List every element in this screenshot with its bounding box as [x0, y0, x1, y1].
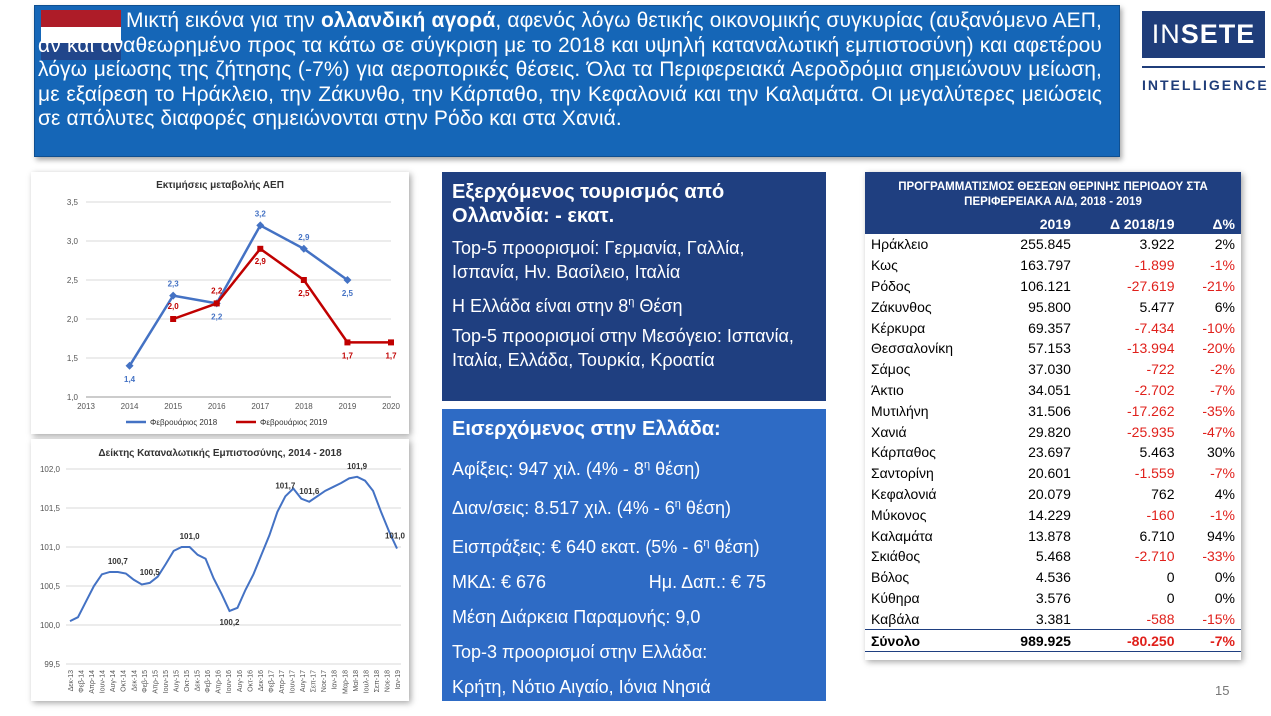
seats-2019-cell: 3.576	[1035, 589, 1071, 606]
x-tick-label: Αυγ-15	[173, 670, 181, 693]
page-number: 15	[1215, 683, 1230, 698]
pct-cell: -15%	[1202, 610, 1235, 627]
diff-cell: -1.559	[1134, 465, 1175, 482]
data-label: 100,2	[219, 617, 240, 627]
outbound-top5: Top-5 προορισμοί: Γερμανία, Γαλλία, Ισπανία, Ην. Βασίλειο, Ιταλία	[452, 238, 745, 282]
x-tick-label: Αυγ-17	[300, 670, 308, 693]
pct-cell: 0%	[1214, 589, 1235, 606]
airport-cell: Ηράκλειο	[871, 236, 929, 253]
series-line	[173, 249, 391, 343]
diff-cell: -13.994	[1127, 340, 1175, 357]
x-tick-label: Σεπ-18	[373, 670, 381, 693]
data-label: 100,5	[139, 567, 160, 577]
arrivals-pre: Αφίξεις: 947 χιλ. (4% - 8	[452, 459, 644, 479]
seats-2019-cell: 13.878	[1028, 527, 1071, 544]
x-tick-label: 2019	[338, 402, 357, 411]
table-row	[865, 296, 1241, 317]
seats-2019-cell: 106.121	[1020, 277, 1071, 294]
table-row	[865, 504, 1241, 525]
data-point	[301, 277, 307, 283]
x-tick-label: Φεβ-14	[78, 670, 86, 693]
data-point	[257, 246, 263, 252]
diff-cell: -722	[1146, 361, 1175, 378]
x-tick-label: Απρ-14	[89, 670, 97, 694]
x-tick-label: Μαϊ-18	[352, 670, 360, 692]
table-row	[865, 442, 1241, 463]
y-tick-label: 100,0	[39, 621, 60, 630]
y-tick-label: 100,5	[39, 582, 60, 591]
y-tick-label: 101,0	[39, 543, 60, 552]
pct-cell: -2%	[1210, 361, 1235, 378]
series-line	[70, 477, 397, 621]
inbound-mkd: ΜΚΔ: € 676	[452, 572, 547, 592]
table-row	[865, 317, 1241, 338]
airport-cell: Καβάλα	[871, 610, 920, 627]
pct-cell: -1%	[1210, 506, 1235, 523]
x-tick-label: Ιουν-16	[226, 670, 234, 694]
diff-cell: 3.922	[1139, 236, 1175, 253]
pct-cell: 30%	[1206, 444, 1235, 461]
nights-post: θέση)	[680, 498, 732, 518]
diff-cell: 0	[1166, 589, 1175, 606]
x-tick-label: 2017	[251, 402, 270, 411]
inbound-receipts	[452, 531, 816, 559]
y-tick-label: 3,5	[66, 198, 78, 207]
gdp-chart	[31, 172, 409, 434]
logo-part1: IN	[1151, 19, 1181, 49]
y-tick-label: 2,5	[66, 276, 78, 285]
outbound-greece-rank	[452, 290, 816, 318]
seats-2019-cell: 255.845	[1020, 236, 1071, 253]
inbound-arrivals	[452, 453, 816, 481]
airport-cell: Σκιάθος	[871, 548, 921, 565]
pct-cell: -10%	[1202, 319, 1235, 336]
x-tick-label: Δεκ-13	[68, 670, 75, 692]
nights-pre: Διαν/σεις: 8.517 χιλ. (4% - 6	[452, 498, 675, 518]
x-tick-label: Οκτ-16	[247, 670, 255, 692]
diff-cell: -588	[1146, 610, 1175, 627]
table-row	[865, 359, 1241, 380]
data-label: 2,0	[167, 302, 179, 311]
airport-cell: Ζάκυνθος	[871, 298, 932, 315]
table-row	[865, 608, 1241, 629]
pct-cell: 4%	[1214, 485, 1235, 502]
y-tick-label: 99,5	[44, 660, 60, 669]
arrivals-post: θέση)	[650, 459, 701, 479]
chart-title: Δείκτης Καταναλωτικής Εμπιστοσύνης, 2014 - 2018	[98, 448, 342, 459]
table-row	[865, 400, 1241, 421]
outbound-rank-sup: η	[628, 296, 635, 308]
airport-cell: Κέρκυρα	[871, 319, 926, 336]
banner-text	[38, 9, 1102, 132]
data-label: 3,2	[254, 209, 266, 219]
table-row	[865, 567, 1241, 588]
x-tick-label: Σεπ-17	[310, 670, 318, 693]
seats-2019-cell: 29.820	[1028, 423, 1071, 440]
x-tick-label: Αυγ-16	[236, 670, 244, 693]
receipts-pre: Εισπράξεις: € 640 εκατ. (5% - 6	[452, 537, 704, 557]
data-point	[170, 316, 176, 322]
data-label: 101,9	[347, 461, 368, 471]
seats-2019-cell: 69.357	[1028, 319, 1071, 336]
x-tick-label: Οκτ-14	[120, 670, 128, 692]
x-tick-label: Ιαν-19	[395, 670, 402, 690]
chart-title: Εκτιμήσεις μεταβολής ΑΕΠ	[156, 180, 284, 191]
pct-cell: -35%	[1202, 402, 1235, 419]
diff-cell: 5.463	[1139, 444, 1175, 461]
banner-text-post: , αφενός λόγω θετικής οικονομικής συγκυρίας (αυξανόμενο ΑΕΠ, αν και αναθεωρημένο προς τα κάτω σε σύγκριση με το 2018 και υψηλή καταναλωτική εμπιστοσύνη) και αφετέρου λόγω μείωσης της ζήτησης (-7%) για αεροπορικές θέσεις. Όλα τα Περιφερειακά Αεροδρόμια σημειώνουν μείωση, με εξαίρεση το Ηράκλειο, την Ζάκυνθο, την Κάρπαθο, την Κεφαλονιά και την Καλαμάτα. Οι μεγαλύτερες μειώσεις σε απόλυτες διαφορές σημειώνονται στην Ρόδο και στα Χανιά.	[38, 9, 1102, 130]
seats-2019-cell: 31.506	[1028, 402, 1071, 419]
nights-sup: η	[674, 498, 681, 510]
x-tick-label: Δεκ-14	[131, 670, 139, 692]
x-tick-label: Φεβ-15	[141, 670, 149, 693]
seats-2019-cell: 34.051	[1028, 381, 1071, 398]
x-tick-label: Ιαν-18	[331, 670, 339, 690]
y-tick-label: 3,0	[66, 237, 78, 246]
airport-cell: Καλαμάτα	[871, 527, 933, 544]
table-total-row	[865, 630, 1241, 652]
insete-logo	[1142, 11, 1265, 58]
inbound-top3: Κρήτη, Νότιο Αιγαίο, Ιόνια Νησιά	[452, 677, 711, 697]
x-tick-label: Απρ-16	[215, 670, 223, 694]
diff-cell: -2.702	[1134, 381, 1175, 398]
seats-2019-cell: 3.381	[1035, 610, 1071, 627]
seat-capacity-table-panel	[865, 172, 1241, 660]
x-tick-label: Αυγ-14	[110, 670, 118, 693]
pct-cell: -1%	[1210, 257, 1235, 274]
seats-2019-cell: 20.079	[1028, 485, 1071, 502]
airport-cell: Κύθηρα	[871, 589, 920, 606]
airport-cell: Άκτιο	[871, 381, 904, 398]
pct-cell: -20%	[1202, 340, 1235, 357]
pct-cell: -7%	[1181, 630, 1242, 652]
data-label: 101,6	[299, 486, 320, 496]
data-label: 2,2	[211, 286, 223, 296]
airport-cell: Κεφαλονιά	[871, 485, 937, 502]
diff-cell: -25.935	[1127, 423, 1175, 440]
table-header-airport	[865, 213, 992, 234]
outbound-rank-post: Θέση	[634, 296, 683, 316]
table-row	[865, 380, 1241, 401]
x-tick-label: Νοε-17	[321, 670, 329, 693]
banner-text-bold: ολλανδική αγορά	[320, 9, 496, 32]
airport-cell: Κως	[871, 257, 898, 274]
pct-cell: -47%	[1202, 423, 1235, 440]
pct-cell: -33%	[1202, 548, 1235, 565]
airport-cell: Σαντορίνη	[871, 465, 934, 482]
outbound-med-top5: Top-5 προορισμοί στην Μεσόγειο: Ισπανία, Ιταλία, Ελλάδα, Τουρκία, Κροατία	[452, 326, 794, 370]
x-tick-label: Απρ-15	[152, 670, 160, 694]
data-label: 100,7	[107, 556, 128, 566]
x-tick-label: Μαρ-18	[342, 670, 350, 694]
airport-cell: Βόλος	[871, 569, 910, 586]
pct-cell: 0%	[1214, 569, 1235, 586]
diff-cell: -80.250	[1077, 630, 1181, 652]
data-label: 2,2	[211, 312, 223, 322]
consumer-confidence-chart-panel	[31, 439, 409, 701]
x-tick-label: 2018	[294, 402, 313, 411]
arrivals-sup: η	[643, 459, 651, 471]
table-row	[865, 234, 1241, 255]
table-row	[865, 484, 1241, 505]
data-point	[214, 300, 220, 306]
seats-2019-cell: 4.536	[1035, 569, 1071, 586]
legend-label: Φεβρουάριος 2018	[150, 418, 218, 427]
receipts-sup: η	[703, 537, 710, 549]
pct-cell: 2%	[1214, 236, 1235, 253]
y-tick-label: 1,5	[66, 354, 78, 363]
table-row	[865, 421, 1241, 442]
data-point	[344, 339, 350, 345]
x-tick-label: Ιουν-15	[162, 670, 170, 694]
inbound-stay: Μέση Διάρκεια Παραμονής: 9,0	[452, 607, 701, 627]
seats-2019-cell: 20.601	[1028, 465, 1071, 482]
x-tick-label: Ιουν-14	[99, 670, 107, 694]
table-row	[865, 255, 1241, 276]
y-tick-label: 102,0	[39, 465, 60, 474]
seats-2019-cell: 5.468	[1035, 548, 1071, 565]
data-label: 2,9	[254, 256, 266, 266]
table-header-row	[865, 213, 1241, 234]
seats-2019-cell: 163.797	[1020, 257, 1071, 274]
x-tick-label: Δεκ-15	[194, 670, 202, 692]
inbound-title: Εισερχόμενος στην Ελλάδα:	[452, 418, 721, 440]
y-tick-label: 2,0	[66, 315, 78, 324]
table-row	[865, 338, 1241, 359]
logo-subtitle: INTELLIGENCE	[1142, 77, 1269, 93]
legend-label: Φεβρουάριος 2019	[260, 418, 328, 427]
outbound-tourism-panel	[442, 172, 826, 401]
x-tick-label: Δεκ-16	[257, 670, 265, 692]
data-label: 2,5	[341, 289, 353, 298]
data-label: 101,0	[179, 532, 200, 541]
gdp-chart-panel	[31, 172, 409, 434]
y-tick-label: 101,5	[39, 504, 60, 513]
airport-cell: Ρόδος	[871, 277, 911, 294]
pct-cell: 6%	[1214, 298, 1235, 315]
x-tick-label: Ιουν-17	[289, 670, 297, 694]
pct-cell: -21%	[1202, 277, 1235, 294]
seats-2019-cell: 37.030	[1028, 361, 1071, 378]
inbound-tourism-panel	[442, 409, 826, 701]
data-label: 2,5	[298, 289, 310, 298]
x-tick-label: 2013	[77, 402, 95, 411]
table-row	[865, 546, 1241, 567]
diff-cell: 0	[1166, 569, 1175, 586]
data-label: 1,7	[341, 351, 353, 361]
diff-cell: -160	[1146, 506, 1175, 523]
seats-2019-cell: 14.229	[1028, 506, 1071, 523]
airport-cell: Σύνολο	[865, 630, 992, 652]
logo-divider	[1142, 66, 1265, 68]
airport-cell: Κάρπαθος	[871, 444, 936, 461]
diff-cell: 6.710	[1139, 527, 1175, 544]
airport-cell: Σάμος	[871, 361, 911, 378]
x-tick-label: Απρ-17	[278, 670, 286, 694]
x-tick-label: Φεβ-17	[268, 670, 276, 693]
seats-2019-cell: 23.697	[1028, 444, 1071, 461]
diff-cell: -7.434	[1134, 319, 1175, 336]
x-tick-label: Φεβ-16	[205, 670, 213, 693]
airport-cell: Μύκονος	[871, 506, 927, 523]
diff-cell: 762	[1151, 485, 1175, 502]
outbound-title: Εξερχόμενος τουρισμός από Ολλανδία: - εκατ.	[452, 181, 725, 227]
diff-cell: -1.899	[1134, 257, 1175, 274]
data-label: 101,0	[384, 531, 406, 541]
y-tick-label: 1,0	[66, 393, 78, 402]
table-title: ΠΡΟΓΡΑΜΜΑΤΙΣΜΟΣ ΘΕΣΕΩΝ ΘΕΡΙΝΗΣ ΠΕΡΙΟΔΟΥ ΣΤΑ ΠΕΡΙΦΕΡΕΙΑΚΑ Α/Δ, 2018 - 2019	[865, 172, 1241, 213]
consumer-confidence-chart	[31, 439, 409, 701]
x-tick-label: 2020	[382, 402, 400, 411]
seats-2019-cell: 95.800	[1028, 298, 1071, 315]
pct-cell: -7%	[1210, 465, 1235, 482]
x-tick-label: Οκτ-15	[184, 670, 192, 692]
pct-cell: 94%	[1206, 527, 1235, 544]
airport-cell: Μυτιλήνη	[871, 402, 929, 419]
inbound-spend-row	[452, 570, 816, 594]
x-tick-label: 2015	[164, 402, 183, 411]
table-header-pct: Δ%	[1181, 213, 1242, 234]
table-row	[865, 588, 1241, 609]
table-header-2019: 2019	[992, 213, 1077, 234]
receipts-post: θέση)	[709, 537, 760, 557]
table-row	[865, 525, 1241, 546]
data-label: 1,7	[385, 351, 397, 361]
table-row	[865, 463, 1241, 484]
logo-part2: SETE	[1180, 19, 1256, 49]
seat-capacity-table	[865, 213, 1241, 652]
x-tick-label: Ιουλ-18	[363, 670, 371, 694]
table-header-diff: Δ 2018/19	[1077, 213, 1181, 234]
x-tick-label: 2014	[120, 402, 139, 411]
seats-2019-cell: 989.925	[992, 630, 1077, 652]
airport-cell: Θεσσαλονίκη	[871, 340, 953, 357]
diff-cell: -2.710	[1134, 548, 1175, 565]
seats-2019-cell: 57.153	[1028, 340, 1071, 357]
outbound-rank-pre: Η Ελλάδα είναι στην 8	[452, 296, 629, 316]
inbound-top3-title: Top-3 προορισμοί στην Ελλάδα:	[452, 642, 708, 662]
inbound-daily-spend: Ημ. Δαπ.: € 75	[648, 572, 766, 592]
diff-cell: 5.477	[1139, 298, 1175, 315]
data-label: 2,9	[298, 232, 310, 242]
table-row	[865, 276, 1241, 297]
data-label: 1,4	[124, 374, 136, 384]
data-point	[388, 339, 394, 345]
x-tick-label: 2016	[207, 402, 226, 411]
data-label: 101,7	[275, 481, 296, 491]
pct-cell: -7%	[1210, 381, 1235, 398]
data-label: 2,3	[167, 279, 179, 289]
diff-cell: -27.619	[1127, 277, 1175, 294]
diff-cell: -17.262	[1127, 402, 1175, 419]
inbound-nights	[452, 492, 816, 520]
banner-text-pre: Μικτή εικόνα για την	[126, 9, 321, 32]
airport-cell: Χανιά	[871, 423, 907, 440]
x-tick-label: Νοε-18	[384, 670, 392, 693]
